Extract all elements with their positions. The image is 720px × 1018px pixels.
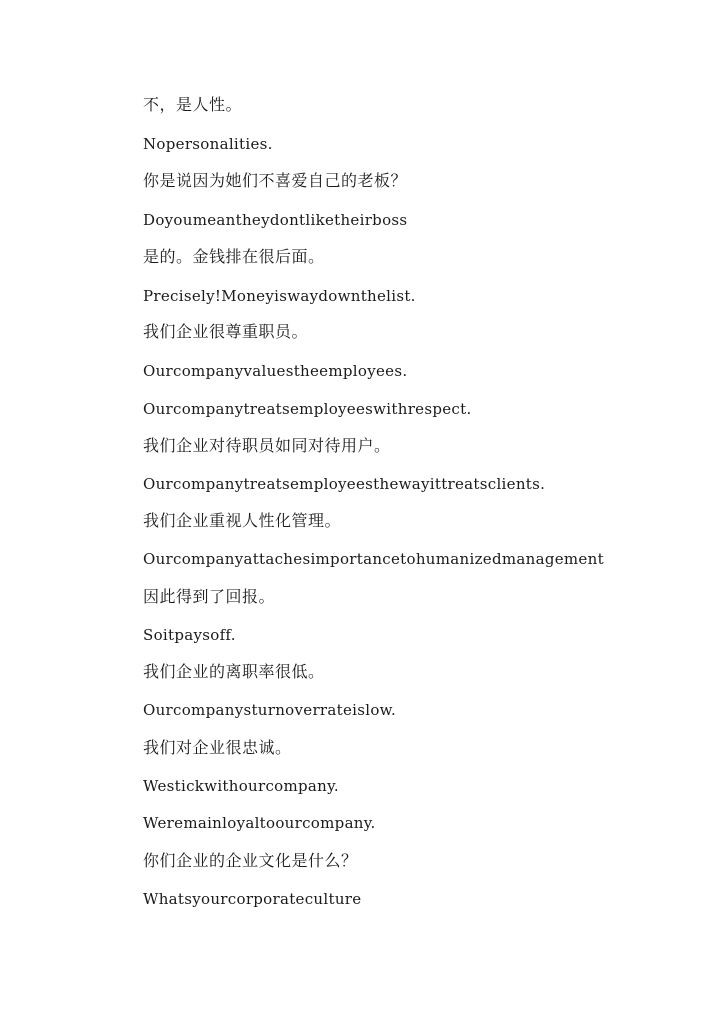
- text-line-en: Ourcompanysturnoverrateislow.: [143, 701, 397, 719]
- text-line-zh: 我们对企业很忠诚。: [143, 738, 292, 757]
- text-line-zh: 因此得到了回报。: [143, 587, 276, 606]
- text-line-en: Soitpaysoff.: [143, 626, 236, 644]
- text-line-en: Ourcompanyattachesimportancetohumanizedmanagement: [143, 550, 604, 568]
- text-line-zh: 我们企业的离职率很低。: [143, 662, 325, 681]
- text-line-en: Whatsyourcorporateculture: [143, 890, 362, 908]
- text-line-en: Nopersonalities.: [143, 135, 273, 153]
- text-line-zh: 我们企业对待职员如同对待用户。: [143, 436, 391, 455]
- text-line-zh: 我们企业很尊重职员。: [143, 322, 309, 341]
- text-line-zh: 我们企业重视人性化管理。: [143, 511, 342, 530]
- text-line-en: Precisely!Moneyiswaydownthelist.: [143, 287, 416, 305]
- text-line-en: Ourcompanytreatsemployeesthewayittreatsclients.: [143, 475, 546, 493]
- text-line-zh: 你们企业的企业文化是什么？: [143, 851, 358, 870]
- text-line-zh: 不，是人性。: [143, 95, 243, 114]
- text-line-zh: 你是说因为她们不喜爱自己的老板？: [143, 171, 408, 190]
- text-line-zh: 是的。金钱排在很后面。: [143, 247, 325, 266]
- text-line-en: Westickwithourcompany.: [143, 777, 339, 795]
- text-line-en: Doyoumeantheydontliketheirboss: [143, 211, 408, 229]
- text-line-en: Ourcompanyvaluestheemployees.: [143, 362, 408, 380]
- text-line-en: Ourcompanytreatsemployeeswithrespect.: [143, 400, 472, 418]
- text-line-en: Weremainloyaltoourcompany.: [143, 814, 376, 832]
